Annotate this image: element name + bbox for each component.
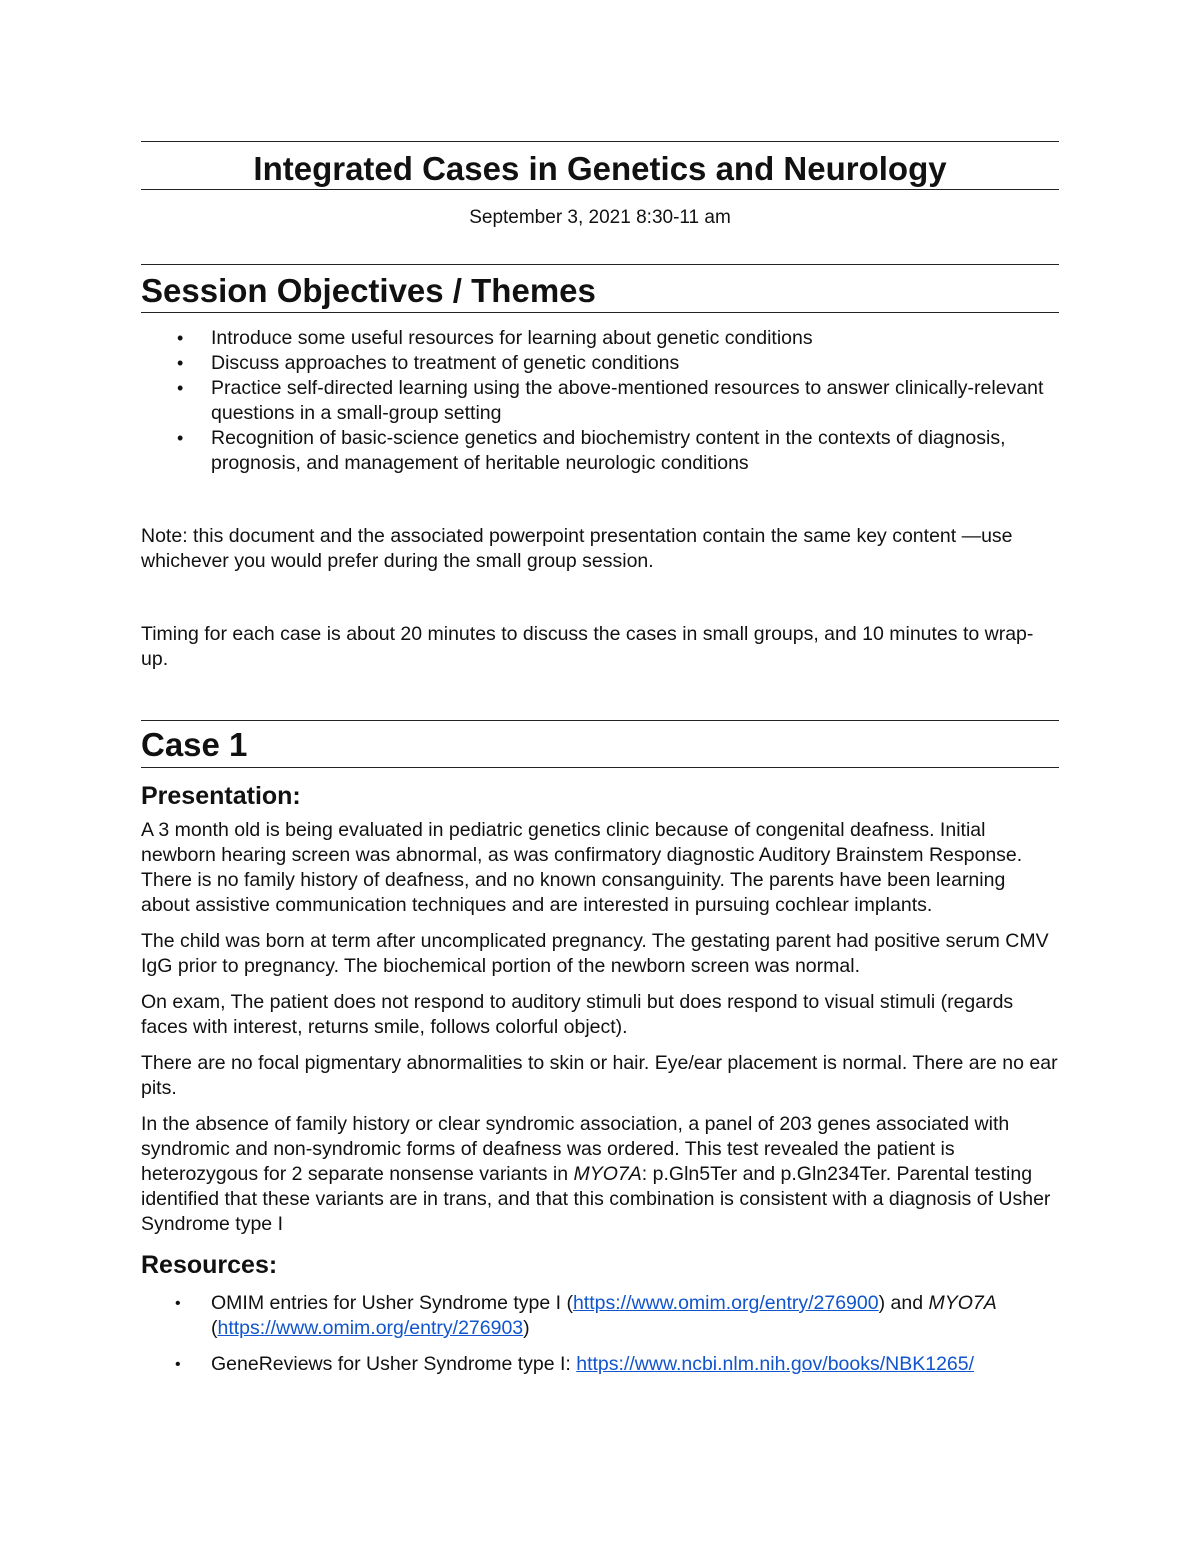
- bullet-icon: •: [177, 378, 184, 398]
- presentation-heading: Presentation:: [141, 782, 301, 810]
- case1-bottom-rule: [141, 767, 1059, 768]
- bullet-icon: •: [177, 353, 184, 373]
- bullet-icon: •: [177, 428, 184, 448]
- list-item: • Introduce some useful resources for learning about genetic conditions: [177, 327, 813, 349]
- list-item: • Practice self-directed learning using the above-mentioned resources to answer clinically-relevant questions in a small-group setting: [177, 377, 1044, 424]
- document-title: Integrated Cases in Genetics and Neurology: [253, 150, 947, 187]
- bullet-icon: •: [175, 1356, 181, 1373]
- omim-usher-link[interactable]: https://www.omim.org/entry/276900: [572, 1292, 879, 1314]
- diagnosis-paragraph: In the absence of family history or clear syndromic association, a panel of 203 genes associated with syndromic and non-syndromic forms of deafness was ordered. This test revealed the patient is heterozygous for 2 separate nonsense variants in MYO7A: p.Gln5Ter and p.Gln234Ter. Parental testing identified that these variants are in trans, and that this combination is consistent with a diagnosis of Usher Syndrome type I: [141, 1113, 1051, 1235]
- omim-myo7a-link[interactable]: https://www.omim.org/entry/276903: [217, 1317, 524, 1339]
- list-item: • GeneReviews for Usher Syndrome type I: https://www.ncbi.nlm.nih.gov/books/NBK1265/: [175, 1353, 975, 1375]
- case-paragraph: There are no focal pigmentary abnormalities to skin or hair. Eye/ear placement is normal. There are no ear pits.: [141, 1052, 1058, 1099]
- gene-name: MYO7A: [573, 1163, 642, 1185]
- session-date: September 3, 2021 8:30-11 am: [469, 207, 731, 228]
- document-page: [141, 141, 1059, 1377]
- objectives-list: [141, 326, 1059, 476]
- gene-name: MYO7A: [928, 1292, 997, 1314]
- bullet-icon: •: [177, 328, 184, 348]
- case1-top-rule: [141, 720, 1059, 721]
- timing-paragraph: Timing for each case is about 20 minutes to discuss the cases in small groups, and 10 minutes to wrap-up.: [141, 623, 1034, 670]
- resources-heading: Resources:: [141, 1251, 278, 1279]
- case-paragraph: On exam, The patient does not respond to auditory stimuli but does respond to visual stimuli (regards faces with interest, returns smile, follows colorful object).: [141, 991, 1014, 1038]
- case-paragraph: The child was born at term after uncomplicated pregnancy. The gestating parent had positive serum CMV IgG prior to pregnancy. The biochemical portion of the newborn screen was normal.: [141, 930, 1049, 977]
- list-item: • OMIM entries for Usher Syndrome type I (https://www.omim.org/entry/276900) and MYO7A (https://www.omim.org/entry/276903): [175, 1292, 997, 1339]
- case1-heading: Case 1: [141, 726, 248, 763]
- list-item: • Recognition of basic-science genetics and biochemistry content in the contexts of diagnosis, prognosis, and management of heritable neurologic conditions: [177, 427, 1006, 474]
- title-top-rule: [141, 141, 1059, 142]
- objectives-heading: Session Objectives / Themes: [141, 272, 596, 309]
- objectives-top-rule: [141, 264, 1059, 265]
- genereviews-link[interactable]: https://www.ncbi.nlm.nih.gov/books/NBK1265/: [576, 1353, 975, 1375]
- case-paragraph: A 3 month old is being evaluated in pediatric genetics clinic because of congenital deafness. Initial newborn hearing screen was abnormal, as was confirmatory diagnostic Auditory Brainstem Response. There is no family history of deafness, and no known consanguinity. The parents have been learning about assistive communication techniques and are interested in pursuing cochlear implants.: [141, 819, 1023, 916]
- bullet-icon: •: [175, 1295, 181, 1312]
- note-paragraph: Note: this document and the associated powerpoint presentation contain the same key content —use whichever you would prefer during the small group session.: [141, 525, 1013, 572]
- list-item: • Discuss approaches to treatment of genetic conditions: [177, 352, 680, 374]
- resources-list: [141, 1291, 1059, 1377]
